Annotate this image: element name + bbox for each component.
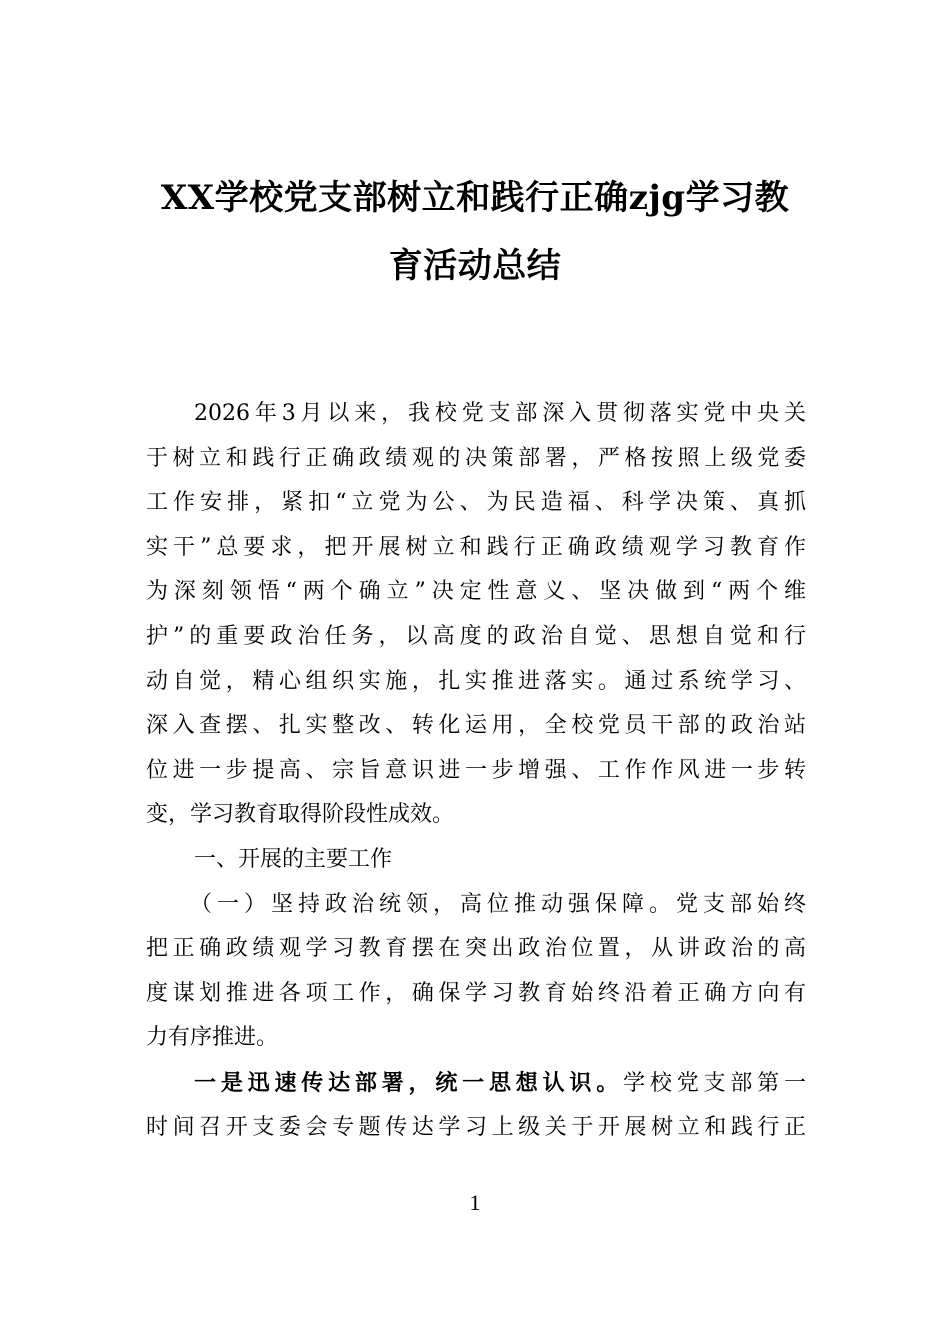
paragraph-line: 深入查摆、扎实整改、转化运用，全校党员干部的政治站	[146, 713, 806, 739]
point-one-paragraph	[146, 1061, 806, 1150]
paragraph-line	[146, 1061, 806, 1106]
paragraph-line: 度谋划推进各项工作，确保学习教育始终沿着正确方向有	[146, 980, 806, 1006]
section-heading-paragraph	[146, 838, 806, 883]
page-number: 1	[469, 1190, 481, 1215]
paragraph-line: 为深刻领悟“两个确立”决定性意义、坚决做到“两个维	[146, 579, 806, 605]
paragraph-line: 于树立和践行正确政绩观的决策部署，严格按照上级党委	[146, 445, 806, 471]
paragraph-line: 时间召开支委会专题传达学习上级关于开展树立和践行正	[146, 1114, 806, 1140]
paragraph-line: 实干”总要求，把开展树立和践行正确政绩观学习教育作	[146, 534, 806, 560]
paragraph-line: 护”的重要政治任务，以高度的政治自觉、思想自觉和行	[146, 623, 806, 649]
point-one-text: 学校党支部第一	[623, 1070, 806, 1096]
paragraph-line: 把正确政绩观学习教育摆在突出政治位置，从讲政治的高	[146, 936, 806, 962]
paragraph-line: 变，学习教育取得阶段性成效。	[146, 802, 455, 828]
paragraph-line: 位进一步提高、宗旨意识进一步增强、工作作风进一步转	[146, 757, 806, 783]
document-title	[120, 164, 830, 300]
paragraph-line: 力有序推进。	[146, 1025, 279, 1051]
title-line: XX学校党支部树立和践行正确zjg学习教	[160, 178, 790, 218]
paragraph-line: 2026年3月以来，我校党支部深入贯彻落实党中央关	[194, 401, 806, 426]
intro-paragraph	[146, 392, 806, 838]
paragraph-line: 动自觉，精心组织实施，扎实推进落实。通过系统学习、	[146, 668, 806, 694]
title-line: 育活动总结	[388, 246, 562, 286]
paragraph-line: （一）坚持政治统领，高位推动强保障。党支部始终	[190, 891, 806, 917]
paragraph-line: 工作安排，紧扣“立党为公、为民造福、科学决策、真抓	[146, 490, 806, 516]
subsection-paragraph	[146, 883, 806, 1061]
section-heading: 一、开展的主要工作	[194, 846, 393, 872]
body-content	[146, 392, 806, 1150]
point-one-lead: 一是迅速传达部署，统一思想认识。	[194, 1069, 624, 1096]
